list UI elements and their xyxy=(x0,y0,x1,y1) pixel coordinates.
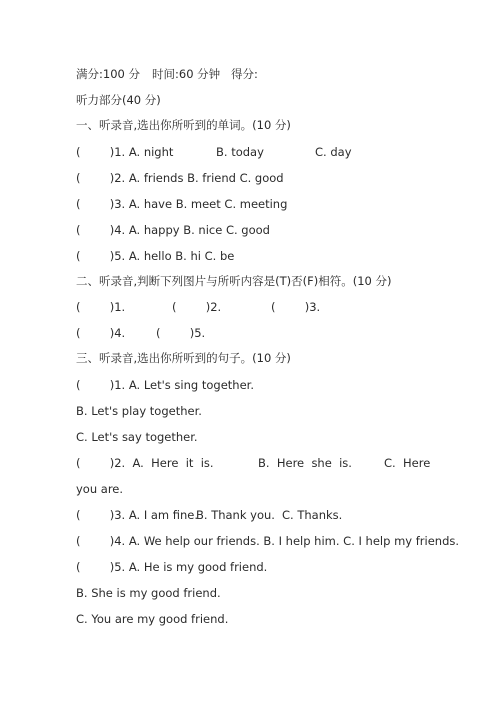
full-score: 满分:100 分 xyxy=(76,67,140,81)
listening-part-title: 听力部分(40 分) xyxy=(76,93,161,107)
s3-q3-b: B. Thank you. xyxy=(196,508,275,522)
s1-q5: ( )5. A. hello B. hi C. be xyxy=(76,249,235,263)
s2-q1: ( )1. xyxy=(76,300,126,314)
s3-q4: ( )4. A. We help our friends. B. I help him. C. I help my friends. xyxy=(76,534,460,548)
s3-q2-b: B. Here she is. xyxy=(258,456,352,470)
s3-q3-c: C. Thanks. xyxy=(282,508,343,522)
s3-q1-b: B. Let's play together. xyxy=(76,404,202,418)
s1-q1-b: B. today xyxy=(216,145,264,159)
s2-q4: ( )4. xyxy=(76,326,126,340)
s3-q2-a: ( )2. A. Here it is. xyxy=(76,456,214,470)
s3-q3-a: ( )3. A. I am fine. xyxy=(76,508,199,522)
s3-q1: ( )1. A. Let's sing together. xyxy=(76,378,254,392)
s1-q2: ( )2. A. friends B. friend C. good xyxy=(76,171,284,185)
s3-q1-c: C. Let's say together. xyxy=(76,430,198,444)
s2-q5: ( )5. xyxy=(156,326,206,340)
s2-q2: ( )2. xyxy=(172,300,222,314)
s1-q1-a: ( )1. A. night xyxy=(76,145,174,159)
s3-q5-c: C. You are my good friend. xyxy=(76,612,229,626)
s3-q2-c: C. Here xyxy=(384,456,431,470)
s1-q4: ( )4. A. happy B. nice C. good xyxy=(76,223,270,237)
score-label: 得分: xyxy=(231,67,258,81)
s3-q5: ( )5. A. He is my good friend. xyxy=(76,560,268,574)
s2-q3: ( )3. xyxy=(271,300,321,314)
s3-q2-cont: you are. xyxy=(76,482,124,496)
section1-title: 一、听录音,选出你所听到的单词。(10 分) xyxy=(76,118,291,132)
s1-q3: ( )3. A. have B. meet C. meeting xyxy=(76,197,288,211)
time-limit: 时间:60 分钟 xyxy=(152,67,221,81)
s3-q5-b: B. She is my good friend. xyxy=(76,586,221,600)
section2-title: 二、听录音,判断下列图片与所听内容是(T)否(F)相符。(10 分) xyxy=(76,274,392,288)
section3-title: 三、听录音,选出你所听到的句子。(10 分) xyxy=(76,351,291,365)
s1-q1-c: C. day xyxy=(315,145,352,159)
